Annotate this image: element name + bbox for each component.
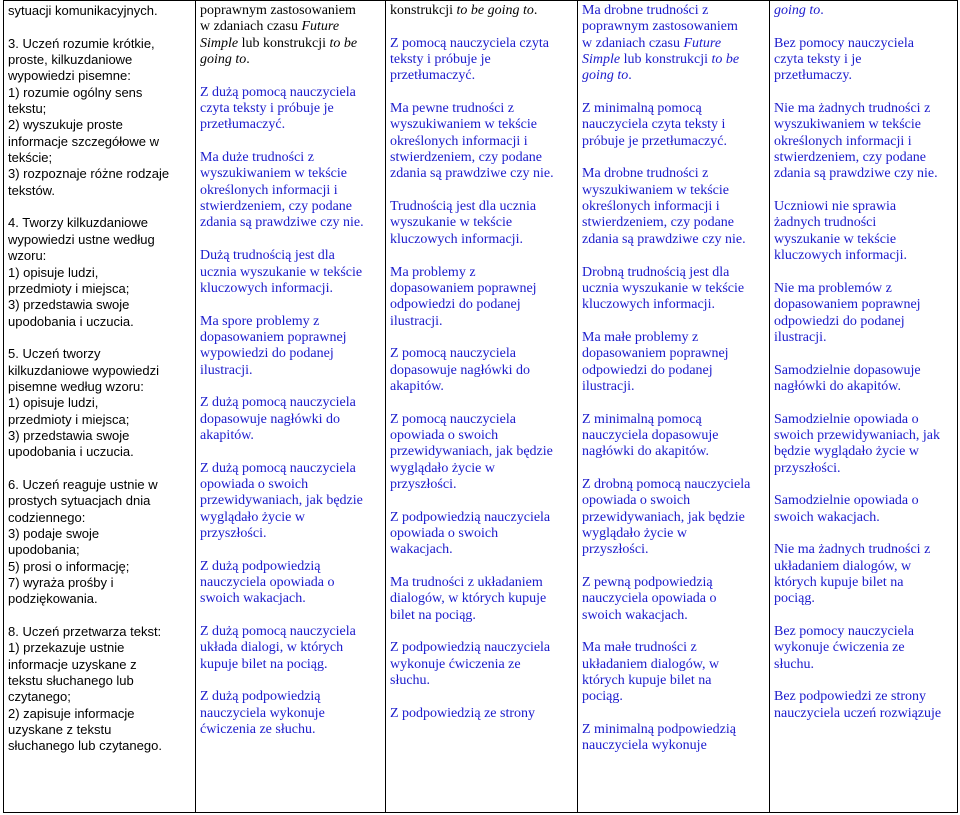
paragraph: Samodzielnie opowiada o swoich przewidywaniach, jak będzie wyglądało życie w przyszłości.: [774, 411, 940, 476]
paragraph: Z podpowiedzią nauczyciela opowiada o swoich wakacjach.: [390, 509, 551, 558]
paragraph: going to.: [774, 3, 824, 18]
paragraph: Z dużą podpowiedzią nauczyciela opowiada o swoich wakacjach.: [200, 558, 335, 607]
paragraph: Z pomocą nauczyciela dopasowuje nagłówki do akapitów.: [390, 346, 530, 394]
column-grade-2: [196, 1, 386, 813]
paragraph: Z dużą pomocą nauczyciela układa dialogi, w których kupuje bilet na pociąg.: [200, 624, 356, 672]
paragraph: Ma problemy z dopasowaniem poprawnej odpowiedzi do podanej ilustracji.: [390, 264, 537, 329]
paragraph: Nie ma żadnych trudności z układaniem dialogów, w których kupuje bilet na pociąg.: [774, 542, 931, 607]
requirements-table: [3, 0, 958, 813]
paragraph: Z dużą pomocą nauczyciela dopasowuje nagłówki do akapitów.: [200, 395, 356, 443]
paragraph: Ma małe trudności z układaniem dialogów, w których kupuje bilet na pociąg.: [582, 640, 720, 705]
paragraph: Uczniowi nie sprawia żadnych trudności wyszukanie w tekście kluczowych informacji.: [774, 199, 907, 264]
paragraph: 5. Uczeń tworzy kilkuzdaniowe wypowiedzi pisemne według wzoru: 1) opisuje ludzi, przedmioty i miejsca; 3) przedstawia swoje upodobania i uczucia.: [8, 346, 160, 460]
paragraph: Bez podpowiedzi ze strony nauczyciela uczeń rozwiązuje: [774, 689, 942, 721]
column-curriculum: [4, 1, 196, 813]
paragraph: Ma małe problemy z dopasowaniem poprawnej odpowiedzi do podanej ilustracji.: [582, 329, 729, 394]
paragraph: Bez pomocy nauczyciela wykonuje ćwiczenia ze słuchu.: [774, 624, 914, 672]
paragraph: Ma spore problemy z dopasowaniem poprawnej wypowiedzi do podanej ilustracji.: [200, 313, 347, 378]
paragraph: 6. Uczeń reaguje ustnie w prostych sytuacjach dnia codziennego: 3) podaje swoje upodobania; 5) prosi o informację; 7) wyraża prośby i podziękowania.: [8, 476, 158, 607]
paragraph: Z minimalną pomocą nauczyciela dopasowuje nagłówki do akapitów.: [582, 411, 719, 460]
paragraph: poprawnym zastosowaniem w zdaniach czasu Future Simple lub konstrukcji to be going to.: [200, 3, 358, 68]
paragraph: Z minimalną podpowiedzią nauczyciela wykonuje: [582, 722, 736, 754]
paragraph: Z minimalną pomocą nauczyciela czyta teksty i próbuje je przetłumaczyć.: [582, 101, 727, 149]
column-grade-5: [770, 1, 958, 813]
paragraph: 3. Uczeń rozumie krótkie, proste, kilkuzdaniowe wypowiedzi pisemne: 1) rozumie ogólny sens tekstu; 2) wyszukuje proste informacje szczegółowe w tekście; 3) rozpoznaje różne rodzaje tekstów.: [8, 35, 170, 198]
paragraph: konstrukcji to be going to.: [390, 3, 538, 18]
paragraph: Z drobną pomocą nauczyciela opowiada o swoich przewidywaniach, jak będzie wyglądało życie w przyszłości.: [582, 476, 751, 558]
paragraph: Z podpowiedzią ze strony: [390, 705, 536, 721]
paragraph: Drobną trudnością jest dla ucznia wyszukanie w tekście kluczowych informacji.: [582, 264, 745, 313]
paragraph: Ma trudności z układaniem dialogów, w których kupuje bilet na pociąg.: [390, 575, 547, 623]
paragraph: Trudnością jest dla ucznia wyszukanie w tekście kluczowych informacji.: [390, 199, 537, 247]
column-grade-4: [578, 1, 770, 813]
paragraph: Dużą trudnością jest dla ucznia wyszukanie w tekście kluczowych informacji.: [200, 248, 363, 296]
paragraph: Z podpowiedzią nauczyciela wykonuje ćwiczenia ze słuchu.: [390, 640, 551, 689]
table-row: [4, 1, 958, 813]
paragraph: Ma pewne trudności z wyszukiwaniem w tekście określonych informacji i stwierdzeniem, czy podane zdania są prawdziwe czy nie.: [390, 101, 554, 182]
paragraph: Z pomocą nauczyciela opowiada o swoich przewidywaniach, jak będzie wyglądało życie w przyszłości.: [390, 411, 553, 492]
paragraph: 8. Uczeń przetwarza tekst: 1) przekazuje ustnie informacje uzyskane z tekstu słuchanego lub czytanego; 2) zapisuje informacje uzyskane z tekstu słuchanego lub czytanego.: [8, 624, 162, 754]
paragraph: Nie ma problemów z dopasowaniem poprawnej odpowiedzi do podanej ilustracji.: [774, 280, 921, 345]
paragraph: Samodzielnie opowiada o swoich wakacjach.: [774, 493, 919, 525]
paragraph: Z pewną podpowiedzią nauczyciela opowiada o swoich wakacjach.: [582, 575, 717, 623]
paragraph: Samodzielnie dopasowuje nagłówki do akapitów.: [774, 362, 921, 394]
paragraph: Z dużą pomocą nauczyciela opowiada o swoich przewidywaniach, jak będzie wyglądało życie w przyszłości.: [200, 460, 363, 541]
paragraph: Z dużą podpowiedzią nauczyciela wykonuje ćwiczenia ze słuchu.: [200, 689, 325, 738]
paragraph: Z pomocą nauczyciela czyta teksty i próbuje je przetłumaczyć.: [390, 35, 549, 84]
column-grade-3: [386, 1, 578, 813]
paragraph: 4. Tworzy kilkuzdaniowe wypowiedzi ustne według wzoru: 1) opisuje ludzi, przedmioty i miejsca; 3) przedstawia swoje upodobania i uczucia.: [8, 215, 155, 329]
paragraph: Ma drobne trudności z wyszukiwaniem w tekście określonych informacji i stwierdzeniem, czy podane zdania są prawdziwe czy nie.: [582, 166, 746, 247]
paragraph: Ma duże trudności z wyszukiwaniem w tekście określonych informacji i stwierdzeniem, czy podane zdania są prawdziwe czy nie.: [200, 150, 364, 231]
paragraph: Nie ma żadnych trudności z wyszukiwaniem w tekście określonych informacji i stwierdzeniem, czy podane zdania są prawdziwe czy nie.: [774, 101, 938, 182]
paragraph: Bez pomocy nauczyciela czyta teksty i je przetłumaczy.: [774, 35, 914, 84]
paragraph: sytuacji komunikacyjnych.: [8, 3, 158, 18]
paragraph: Ma drobne trudności z poprawnym zastosowaniem w zdaniach czasu Future Simple lub konstrukcji to be going to.: [582, 3, 740, 84]
paragraph: Z dużą pomocą nauczyciela czyta teksty i próbuje je przetłumaczyć.: [200, 84, 356, 133]
